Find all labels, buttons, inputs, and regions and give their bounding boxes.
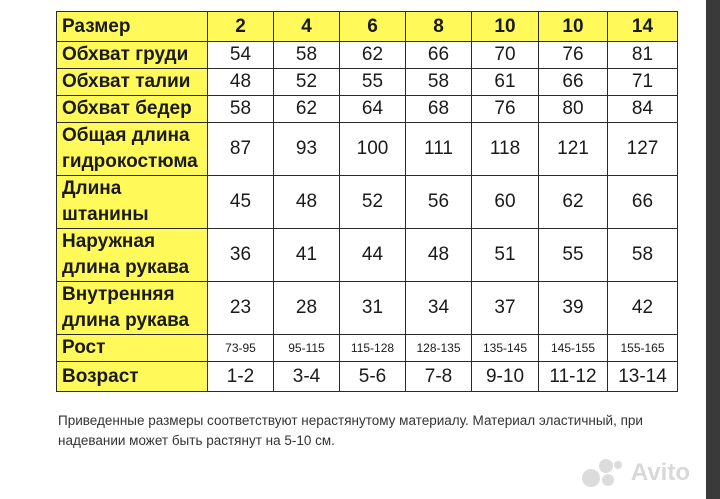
value-cell: 58 — [208, 96, 274, 123]
value-cell: 48 — [208, 69, 274, 96]
value-cell: 34 — [406, 282, 472, 335]
value-cell: 52 — [274, 69, 340, 96]
table-row — [57, 69, 678, 96]
size-chart-table — [56, 11, 678, 392]
row-label-cell — [57, 229, 208, 282]
row-label-cell: Возраст — [57, 362, 208, 392]
value-cell: 48 — [274, 176, 340, 229]
value-cell: 115-128 — [340, 335, 406, 362]
header-label-cell: Размер — [57, 12, 208, 42]
value-cell: 71 — [608, 69, 678, 96]
row-label-cell — [57, 282, 208, 335]
value-cell: 95-115 — [274, 335, 340, 362]
value-cell: 145-155 — [539, 335, 608, 362]
value-cell: 62 — [274, 96, 340, 123]
value-cell: 118 — [472, 123, 539, 176]
size-header-cell: 4 — [274, 12, 340, 42]
row-label-line: длина рукава — [62, 310, 190, 331]
table-row — [57, 282, 678, 335]
size-header-cell: 6 — [340, 12, 406, 42]
table-row — [57, 335, 678, 362]
value-cell: 62 — [340, 42, 406, 69]
value-cell: 100 — [340, 123, 406, 176]
value-cell: 66 — [608, 176, 678, 229]
value-cell: 81 — [608, 42, 678, 69]
row-label-line: длина рукава — [62, 257, 190, 278]
value-cell: 13-14 — [608, 362, 678, 392]
size-header-cell: 14 — [608, 12, 678, 42]
value-cell: 48 — [406, 229, 472, 282]
row-label-cell — [57, 123, 208, 176]
table-header-row — [57, 12, 678, 42]
value-cell: 64 — [340, 96, 406, 123]
avito-watermark-text: Avito — [630, 459, 690, 486]
value-cell: 155-165 — [608, 335, 678, 362]
value-cell: 135-145 — [472, 335, 539, 362]
value-cell: 68 — [406, 96, 472, 123]
row-label-line: Общая длина — [62, 125, 190, 146]
value-cell: 37 — [472, 282, 539, 335]
row-label-cell — [57, 176, 208, 229]
value-cell: 66 — [539, 69, 608, 96]
value-cell: 76 — [472, 96, 539, 123]
value-cell: 54 — [208, 42, 274, 69]
value-cell: 56 — [406, 176, 472, 229]
table-row — [57, 96, 678, 123]
value-cell: 1-2 — [208, 362, 274, 392]
table-row — [57, 176, 678, 229]
table-row — [57, 123, 678, 176]
row-label-line: Наружная — [62, 231, 156, 252]
value-cell: 3-4 — [274, 362, 340, 392]
value-cell: 44 — [340, 229, 406, 282]
value-cell: 28 — [274, 282, 340, 335]
value-cell: 5-6 — [340, 362, 406, 392]
row-label-line: Длина — [62, 178, 122, 199]
value-cell: 128-135 — [406, 335, 472, 362]
avito-watermark — [581, 456, 690, 490]
value-cell: 23 — [208, 282, 274, 335]
value-cell: 127 — [608, 123, 678, 176]
value-cell: 58 — [406, 69, 472, 96]
note-line-1: Приведенные размеры соответствуют нерастянутому материалу. Материал эластичный, при — [58, 413, 643, 428]
value-cell: 73-95 — [208, 335, 274, 362]
value-cell: 121 — [539, 123, 608, 176]
value-cell: 55 — [539, 229, 608, 282]
value-cell: 36 — [208, 229, 274, 282]
value-cell: 60 — [472, 176, 539, 229]
value-cell: 80 — [539, 96, 608, 123]
value-cell: 11-12 — [539, 362, 608, 392]
table-row — [57, 229, 678, 282]
table-row — [57, 362, 678, 392]
value-cell: 61 — [472, 69, 539, 96]
avito-logo-icon — [581, 456, 627, 490]
window-edge-strip — [706, 0, 720, 499]
size-note — [58, 411, 658, 451]
value-cell: 52 — [340, 176, 406, 229]
row-label-line: Внутренняя — [62, 284, 175, 305]
value-cell: 39 — [539, 282, 608, 335]
value-cell: 87 — [208, 123, 274, 176]
value-cell: 93 — [274, 123, 340, 176]
value-cell: 7-8 — [406, 362, 472, 392]
row-label-cell: Рост — [57, 335, 208, 362]
value-cell: 42 — [608, 282, 678, 335]
value-cell: 76 — [539, 42, 608, 69]
value-cell: 111 — [406, 123, 472, 176]
value-cell: 84 — [608, 96, 678, 123]
value-cell: 31 — [340, 282, 406, 335]
row-label-cell: Обхват талии — [57, 69, 208, 96]
value-cell: 58 — [274, 42, 340, 69]
size-header-cell: 10 — [472, 12, 539, 42]
value-cell: 62 — [539, 176, 608, 229]
value-cell: 66 — [406, 42, 472, 69]
value-cell: 70 — [472, 42, 539, 69]
value-cell: 51 — [472, 229, 539, 282]
row-label-line: штанины — [62, 204, 149, 225]
row-label-line: гидрокостюма — [62, 151, 198, 172]
value-cell: 45 — [208, 176, 274, 229]
value-cell: 58 — [608, 229, 678, 282]
value-cell: 41 — [274, 229, 340, 282]
table-row — [57, 42, 678, 69]
size-header-cell: 10 — [539, 12, 608, 42]
row-label-cell: Обхват бедер — [57, 96, 208, 123]
value-cell: 55 — [340, 69, 406, 96]
row-label-cell: Обхват груди — [57, 42, 208, 69]
size-header-cell: 2 — [208, 12, 274, 42]
value-cell: 9-10 — [472, 362, 539, 392]
note-line-2: надевании может быть растянут на 5-10 см. — [58, 433, 335, 448]
size-header-cell: 8 — [406, 12, 472, 42]
